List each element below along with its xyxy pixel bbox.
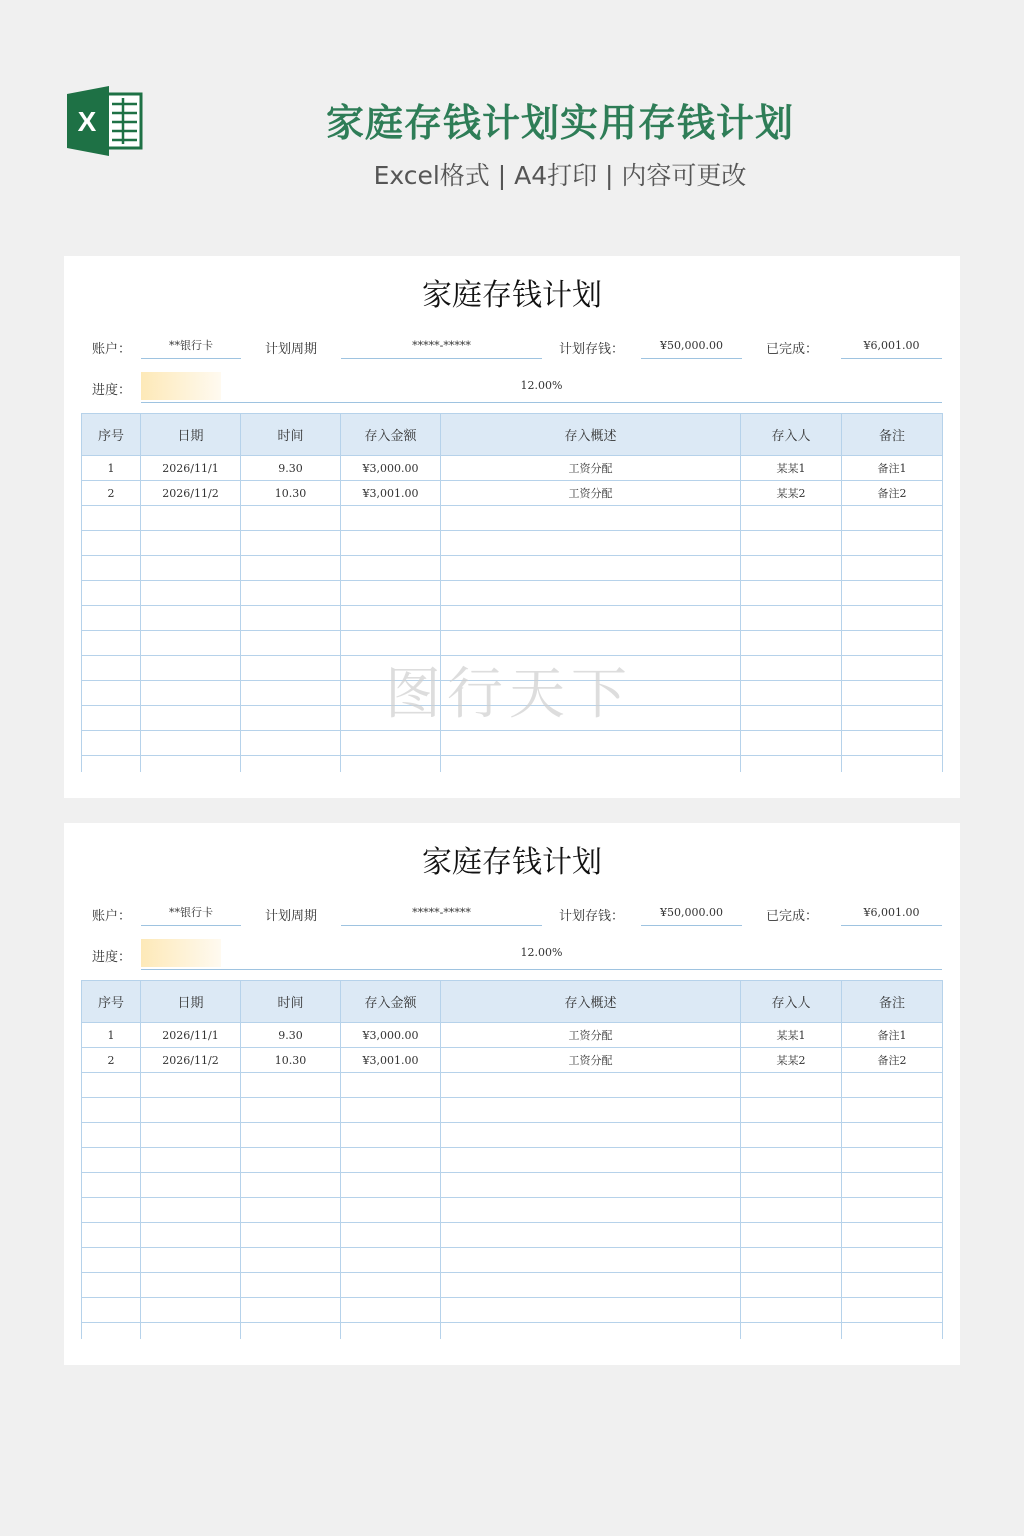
table-cell[interactable]: 工资分配 (441, 1048, 741, 1073)
table-cell[interactable] (82, 1323, 141, 1340)
table-cell[interactable] (82, 1148, 141, 1173)
table-cell[interactable] (741, 1248, 842, 1273)
table-cell[interactable] (441, 1248, 741, 1273)
table-cell[interactable]: 备注1 (842, 456, 943, 481)
table-cell[interactable]: 某某2 (741, 481, 842, 506)
table-cell[interactable] (241, 681, 341, 706)
table-row-empty (82, 1298, 943, 1323)
table-cell[interactable] (141, 1148, 241, 1173)
table-row-empty (82, 1198, 943, 1223)
table-cell[interactable]: 9.30 (241, 1023, 341, 1048)
account-field[interactable]: **银行卡 (141, 899, 241, 926)
table-cell[interactable]: 10.30 (241, 481, 341, 506)
page-subtitle: Excel格式 | A4打印 | 内容可更改 (373, 161, 747, 190)
table-cell[interactable] (441, 556, 741, 581)
table-cell[interactable] (341, 1173, 441, 1198)
excel-logo-icon (67, 86, 143, 156)
table-cell[interactable] (82, 656, 141, 681)
table-cell[interactable] (741, 1073, 842, 1098)
table-cell[interactable] (441, 1273, 741, 1298)
done-field[interactable]: ¥6,001.00 (841, 899, 942, 926)
table-cell[interactable] (141, 581, 241, 606)
table-cell[interactable] (341, 1073, 441, 1098)
table-cell[interactable] (141, 1248, 241, 1273)
table-cell[interactable] (82, 681, 141, 706)
table-cell[interactable] (842, 656, 943, 681)
table-cell[interactable]: 某某1 (741, 1023, 842, 1048)
progress-label: 进度： (92, 950, 132, 965)
table-cell[interactable]: ¥3,000.00 (341, 1023, 441, 1048)
table-cell[interactable] (141, 556, 241, 581)
table-row-empty (82, 1248, 943, 1273)
table-cell[interactable] (842, 1273, 943, 1298)
table-cell[interactable] (842, 1298, 943, 1323)
table-cell[interactable] (241, 1123, 341, 1148)
table-cell[interactable] (141, 706, 241, 731)
table-cell[interactable] (141, 1198, 241, 1223)
table-row-empty (82, 1223, 943, 1248)
table-cell[interactable] (441, 1223, 741, 1248)
table-cell[interactable] (341, 1098, 441, 1123)
table-cell[interactable] (341, 1223, 441, 1248)
table-cell[interactable] (82, 581, 141, 606)
table-cell[interactable] (141, 656, 241, 681)
table-cell[interactable] (141, 1223, 241, 1248)
table-cell[interactable] (741, 1273, 842, 1298)
progress-text: 12.00% (520, 379, 563, 392)
table-cell[interactable] (441, 1173, 741, 1198)
table-cell[interactable] (341, 731, 441, 756)
column-header: 时间 (241, 414, 341, 456)
table-cell[interactable] (141, 1073, 241, 1098)
table-cell[interactable] (141, 1173, 241, 1198)
table-cell[interactable] (341, 581, 441, 606)
table-cell[interactable]: 某某2 (741, 1048, 842, 1073)
table-cell[interactable] (141, 731, 241, 756)
column-header: 序号 (82, 981, 141, 1023)
table-cell[interactable] (741, 531, 842, 556)
table-cell[interactable] (82, 1298, 141, 1323)
table-cell[interactable] (842, 1248, 943, 1273)
table-cell[interactable] (741, 1223, 842, 1248)
table-cell[interactable] (241, 1073, 341, 1098)
table-cell[interactable] (441, 1323, 741, 1340)
table-row-empty (82, 756, 943, 773)
table-cell[interactable] (741, 556, 842, 581)
table-row-empty (82, 506, 943, 531)
table-cell[interactable] (741, 1298, 842, 1323)
table-cell[interactable] (842, 606, 943, 631)
plan-label: 计划存钱： (559, 342, 625, 357)
account-field[interactable]: **银行卡 (141, 332, 241, 359)
table-cell[interactable]: 2026/11/1 (141, 1023, 241, 1048)
table-row-empty (82, 1323, 943, 1340)
table-cell[interactable] (341, 1323, 441, 1340)
table-cell[interactable] (441, 731, 741, 756)
table-cell[interactable] (141, 506, 241, 531)
table-cell[interactable] (842, 1123, 943, 1148)
table-cell[interactable] (241, 581, 341, 606)
table-cell[interactable] (241, 706, 341, 731)
table-row-empty (82, 531, 943, 556)
table-cell[interactable] (82, 1073, 141, 1098)
table-header-row (82, 414, 943, 456)
table-cell[interactable] (741, 756, 842, 773)
table-cell[interactable] (241, 556, 341, 581)
table-header-row (82, 981, 943, 1023)
table-cell[interactable] (441, 606, 741, 631)
table-cell[interactable] (341, 1248, 441, 1273)
table-cell[interactable]: 备注1 (842, 1023, 943, 1048)
column-header: 时间 (241, 981, 341, 1023)
column-header: 存入人 (741, 414, 842, 456)
table-cell[interactable] (141, 531, 241, 556)
table-cell[interactable]: 2 (82, 1048, 141, 1073)
table-cell[interactable] (842, 706, 943, 731)
column-header: 存入概述 (441, 981, 741, 1023)
table-row-empty (82, 1273, 943, 1298)
table-cell[interactable] (741, 1173, 842, 1198)
account-label: 账户： (92, 342, 132, 357)
table-cell[interactable] (82, 1123, 141, 1148)
table-cell[interactable] (842, 731, 943, 756)
table-row-empty (82, 556, 943, 581)
table-cell[interactable] (241, 1173, 341, 1198)
table-row-empty (82, 1148, 943, 1173)
page-title: 家庭存钱计划实用存钱计划 (325, 101, 794, 145)
table-cell[interactable] (141, 606, 241, 631)
column-header: 备注 (842, 981, 943, 1023)
table-cell[interactable] (341, 1148, 441, 1173)
table-cell[interactable] (441, 1198, 741, 1223)
table-row-empty (82, 1173, 943, 1198)
column-header: 日期 (141, 981, 241, 1023)
table-cell[interactable]: 备注2 (842, 1048, 943, 1073)
period-field[interactable]: *****-***** (341, 332, 542, 359)
table-cell[interactable] (141, 1298, 241, 1323)
table-cell[interactable] (241, 1323, 341, 1340)
table-cell[interactable] (441, 581, 741, 606)
table-cell[interactable] (141, 631, 241, 656)
table-cell[interactable] (341, 1298, 441, 1323)
table-cell[interactable] (741, 1148, 842, 1173)
table-cell[interactable]: 9.30 (241, 456, 341, 481)
table-cell[interactable] (842, 1148, 943, 1173)
table-cell[interactable] (141, 681, 241, 706)
table-cell[interactable] (341, 1273, 441, 1298)
table-cell[interactable] (241, 731, 341, 756)
sheet-card (64, 823, 960, 1365)
table-cell[interactable]: 工资分配 (441, 1023, 741, 1048)
progress-label: 进度： (92, 383, 132, 398)
table-cell[interactable] (842, 681, 943, 706)
done-label: 已完成： (766, 909, 819, 924)
table-row (82, 481, 943, 506)
table-cell[interactable] (341, 1123, 441, 1148)
table-cell[interactable] (842, 1323, 943, 1340)
logo-letter: X (77, 106, 97, 137)
table-cell[interactable] (842, 506, 943, 531)
sheet-title: 家庭存钱计划 (422, 278, 602, 313)
table-cell[interactable] (82, 556, 141, 581)
table-cell[interactable] (842, 756, 943, 773)
table-cell[interactable]: 备注2 (842, 481, 943, 506)
table-cell[interactable] (441, 1098, 741, 1123)
table-cell[interactable] (141, 1323, 241, 1340)
table-cell[interactable] (241, 1198, 341, 1223)
table-cell[interactable]: 某某1 (741, 456, 842, 481)
table-cell[interactable] (441, 756, 741, 773)
done-label: 已完成： (766, 342, 819, 357)
table-cell[interactable] (842, 1073, 943, 1098)
table-cell[interactable] (741, 656, 842, 681)
table-cell[interactable] (241, 631, 341, 656)
table-cell[interactable] (141, 1098, 241, 1123)
plan-field[interactable]: ¥50,000.00 (641, 332, 742, 359)
table-cell[interactable] (82, 606, 141, 631)
sheet-title: 家庭存钱计划 (422, 845, 602, 880)
period-label: 计划周期 (265, 909, 318, 924)
table-cell[interactable] (341, 556, 441, 581)
table-cell[interactable]: 10.30 (241, 1048, 341, 1073)
table-cell[interactable] (82, 706, 141, 731)
table-cell[interactable] (82, 1198, 141, 1223)
table-cell[interactable]: 工资分配 (441, 481, 741, 506)
progress-bar (141, 370, 942, 403)
table-cell[interactable] (741, 581, 842, 606)
table-cell[interactable] (741, 631, 842, 656)
table-cell[interactable] (842, 1223, 943, 1248)
table-cell[interactable] (441, 1073, 741, 1098)
table-cell[interactable] (82, 506, 141, 531)
table-cell[interactable] (741, 731, 842, 756)
table-cell[interactable] (141, 1273, 241, 1298)
table-cell[interactable]: ¥3,001.00 (341, 1048, 441, 1073)
table-cell[interactable] (141, 756, 241, 773)
column-header: 日期 (141, 414, 241, 456)
deposit-table (81, 980, 943, 1339)
table-cell[interactable] (341, 756, 441, 773)
table-cell[interactable] (441, 1123, 741, 1148)
table-cell[interactable] (842, 581, 943, 606)
table-cell[interactable] (441, 506, 741, 531)
table-cell[interactable] (241, 1273, 341, 1298)
table-cell[interactable]: 2 (82, 481, 141, 506)
table-cell[interactable] (82, 756, 141, 773)
table-cell[interactable]: 1 (82, 456, 141, 481)
column-header: 存入金额 (341, 414, 441, 456)
table-cell[interactable] (842, 1098, 943, 1123)
table-cell[interactable] (341, 531, 441, 556)
table-cell[interactable] (82, 1248, 141, 1273)
watermark: 图行天下 (385, 662, 633, 727)
table-cell[interactable] (82, 1273, 141, 1298)
table-cell[interactable] (241, 756, 341, 773)
table-row-empty (82, 1098, 943, 1123)
table-cell[interactable] (241, 656, 341, 681)
table-row-empty (82, 731, 943, 756)
table-cell[interactable] (82, 631, 141, 656)
table-cell[interactable] (241, 1223, 341, 1248)
table-cell[interactable] (241, 1148, 341, 1173)
table-cell[interactable] (441, 1298, 741, 1323)
table-cell[interactable] (441, 1148, 741, 1173)
table-cell[interactable]: ¥3,000.00 (341, 456, 441, 481)
table-row (82, 1023, 943, 1048)
table-cell[interactable] (741, 506, 842, 531)
progress-text: 12.00% (520, 946, 563, 959)
period-field[interactable]: *****-***** (341, 899, 542, 926)
table-cell[interactable] (82, 1098, 141, 1123)
table-cell[interactable] (741, 1198, 842, 1223)
table-cell[interactable] (741, 1123, 842, 1148)
table-cell[interactable] (241, 606, 341, 631)
table-cell[interactable] (241, 1298, 341, 1323)
table-cell[interactable]: ¥3,001.00 (341, 481, 441, 506)
table-cell[interactable] (741, 1323, 842, 1340)
table-cell[interactable] (842, 1198, 943, 1223)
table-cell[interactable]: 2026/11/2 (141, 1048, 241, 1073)
table-cell[interactable] (842, 631, 943, 656)
table-cell[interactable] (141, 1123, 241, 1148)
table-cell[interactable] (741, 681, 842, 706)
plan-field[interactable]: ¥50,000.00 (641, 899, 742, 926)
table-row (82, 456, 943, 481)
table-row-empty (82, 606, 943, 631)
table-cell[interactable] (241, 1248, 341, 1273)
table-cell[interactable] (82, 1223, 141, 1248)
table-cell[interactable] (82, 1173, 141, 1198)
column-header: 备注 (842, 414, 943, 456)
plan-label: 计划存钱： (559, 909, 625, 924)
table-cell[interactable] (842, 556, 943, 581)
table-cell[interactable] (441, 531, 741, 556)
column-header: 存入人 (741, 981, 842, 1023)
table-cell[interactable] (341, 606, 441, 631)
progress-bar (141, 937, 942, 970)
table-cell[interactable]: 1 (82, 1023, 141, 1048)
table-cell[interactable] (741, 706, 842, 731)
table-cell[interactable] (842, 1173, 943, 1198)
done-field[interactable]: ¥6,001.00 (841, 332, 942, 359)
table-cell[interactable] (241, 506, 341, 531)
table-cell[interactable] (241, 531, 341, 556)
table-row-empty (82, 1123, 943, 1148)
table-cell[interactable] (82, 731, 141, 756)
table-cell[interactable] (82, 531, 141, 556)
column-header: 序号 (82, 414, 141, 456)
table-row (82, 1048, 943, 1073)
table-cell[interactable]: 2026/11/1 (141, 456, 241, 481)
table-cell[interactable]: 2026/11/2 (141, 481, 241, 506)
column-header: 存入概述 (441, 414, 741, 456)
table-cell[interactable] (341, 506, 441, 531)
table-cell[interactable] (741, 606, 842, 631)
period-label: 计划周期 (265, 342, 318, 357)
table-cell[interactable] (842, 531, 943, 556)
table-cell[interactable] (741, 1098, 842, 1123)
table-cell[interactable]: 工资分配 (441, 456, 741, 481)
column-header: 存入金额 (341, 981, 441, 1023)
table-row-empty (82, 581, 943, 606)
table-row-empty (82, 1073, 943, 1098)
table-cell[interactable] (341, 1198, 441, 1223)
table-cell[interactable] (241, 1098, 341, 1123)
account-label: 账户： (92, 909, 132, 924)
